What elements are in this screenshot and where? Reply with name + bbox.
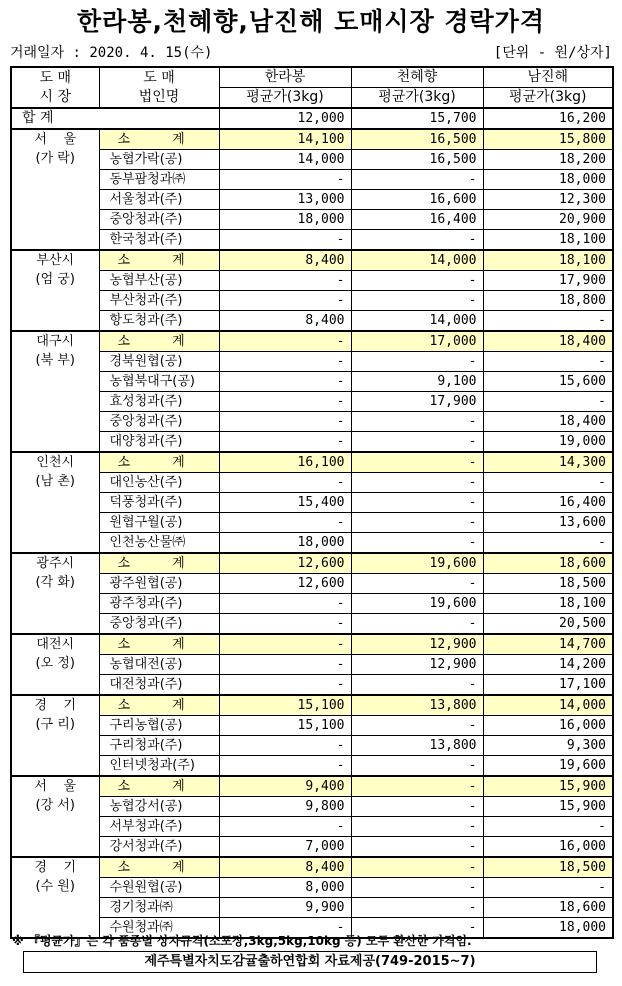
price-value: 18,400	[483, 331, 613, 352]
firm-name: 강서청과(주)	[99, 837, 219, 858]
price-value: 14,100	[219, 129, 351, 150]
price-value: 18,000	[219, 210, 351, 230]
price-value: -	[219, 230, 351, 251]
subtotal-row	[11, 695, 613, 716]
price-value: 14,000	[483, 695, 613, 716]
price-value: 16,100	[219, 452, 351, 473]
firm-name: 농협강서(공)	[99, 797, 219, 817]
date-bar	[10, 42, 612, 62]
price-value: -	[351, 412, 483, 432]
price-value: -	[351, 918, 483, 939]
subtotal-row	[11, 776, 613, 797]
price-value: 13,600	[483, 513, 613, 533]
price-value: 20,900	[483, 210, 613, 230]
price-value: 12,900	[351, 634, 483, 655]
price-value: -	[351, 898, 483, 918]
price-value: -	[351, 271, 483, 291]
firm-name: 동부팜청과㈜	[99, 170, 219, 190]
table-row	[11, 230, 613, 251]
subtotal-label: 소 계	[99, 695, 219, 716]
price-value: 13,800	[351, 695, 483, 716]
firm-name: 농협북대구(공)	[99, 372, 219, 392]
price-value: -	[219, 655, 351, 675]
price-value: -	[351, 756, 483, 777]
price-value: 15,900	[483, 776, 613, 797]
total-value: 15,700	[351, 108, 483, 129]
market-cell	[11, 452, 99, 553]
market-cell	[11, 553, 99, 634]
subtotal-label: 소 계	[99, 250, 219, 271]
table-row	[11, 878, 613, 898]
price-value: -	[351, 614, 483, 635]
price-value: 9,900	[219, 898, 351, 918]
market-name: 경 기	[34, 860, 77, 875]
market-area: (북 부)	[35, 353, 75, 368]
price-label-header: 평균가(3kg)	[483, 88, 613, 109]
price-value: -	[351, 170, 483, 190]
price-value: -	[351, 878, 483, 898]
firm-name: 중앙청과(주)	[99, 614, 219, 635]
firm-name: 대양청과(주)	[99, 432, 219, 453]
price-value: 8,400	[219, 857, 351, 878]
price-value: 15,100	[219, 716, 351, 736]
price-value: 14,700	[483, 634, 613, 655]
market-name: 광주시	[36, 556, 75, 571]
price-value: 17,000	[351, 331, 483, 352]
firm-name: 덕풍청과(주)	[99, 493, 219, 513]
price-value: -	[351, 493, 483, 513]
market-area: (엄 궁)	[35, 272, 75, 287]
firm-name: 부산청과(주)	[99, 291, 219, 311]
page-title: 한라봉,천혜향,남진해 도매시장 경락가격	[77, 7, 545, 36]
market-cell	[11, 857, 99, 938]
market-cell	[11, 129, 99, 250]
price-value: -	[351, 857, 483, 878]
price-value: 7,000	[219, 837, 351, 858]
market-cell	[11, 695, 99, 776]
firm-name: 농협대전(공)	[99, 655, 219, 675]
price-value: 18,800	[483, 291, 613, 311]
price-value: 19,600	[351, 553, 483, 574]
subtotal-label: 소 계	[99, 129, 219, 150]
price-value: -	[483, 392, 613, 412]
total-value: 16,200	[483, 108, 613, 129]
firm-name: 대인농산(주)	[99, 473, 219, 493]
price-value: -	[219, 170, 351, 190]
price-value: -	[219, 432, 351, 453]
firm-name: 효성청과(주)	[99, 392, 219, 412]
price-value: -	[219, 331, 351, 352]
price-value: 16,500	[351, 129, 483, 150]
price-value: -	[351, 432, 483, 453]
price-value: -	[351, 817, 483, 837]
price-value: 13,800	[351, 736, 483, 756]
price-value: -	[483, 311, 613, 332]
market-cell	[11, 331, 99, 452]
table-row	[11, 271, 613, 291]
market-cell	[11, 776, 99, 857]
price-value: 16,500	[351, 150, 483, 170]
table-row	[11, 594, 613, 614]
firm-name: 경북원협(공)	[99, 352, 219, 372]
market-area: (오 정)	[35, 656, 75, 671]
header-row-products	[11, 67, 613, 88]
price-value: 18,100	[483, 250, 613, 271]
subtotal-label: 소 계	[99, 857, 219, 878]
price-value: 8,400	[219, 311, 351, 332]
table-row	[11, 493, 613, 513]
subtotal-row	[11, 553, 613, 574]
price-value: 12,900	[351, 655, 483, 675]
price-value: -	[219, 473, 351, 493]
market-cell	[11, 250, 99, 331]
trade-date: 거래일자 : 2020. 4. 15(수)	[10, 45, 213, 61]
table-row	[11, 756, 613, 777]
total-value: 12,000	[219, 108, 351, 129]
price-value: -	[351, 533, 483, 554]
table-row	[11, 655, 613, 675]
table-row	[11, 190, 613, 210]
price-value: -	[483, 878, 613, 898]
unit-note: [단위 - 원/상자]	[493, 45, 612, 61]
subtotal-label: 소 계	[99, 553, 219, 574]
price-value: -	[351, 473, 483, 493]
price-value: 18,200	[483, 150, 613, 170]
price-value: 9,300	[483, 736, 613, 756]
firm-name: 경기청과㈜	[99, 898, 219, 918]
table-row	[11, 837, 613, 858]
table-row	[11, 372, 613, 392]
footnote: ※ 『평균가』는 각 품종별 상자규격(소포장,3kg,5kg,10kg 등) 모두 환산한 가격임.	[12, 934, 472, 948]
firm-name: 농협부산(공)	[99, 271, 219, 291]
firm-name: 농협가락(공)	[99, 150, 219, 170]
market-area: (가 락)	[35, 151, 75, 166]
firm-name: 구리농협(공)	[99, 716, 219, 736]
firm-name: 서부청과(주)	[99, 817, 219, 837]
product-header: 천혜향	[351, 67, 483, 88]
price-value: -	[219, 614, 351, 635]
table-row	[11, 675, 613, 696]
firm-name: 중앙청과(주)	[99, 412, 219, 432]
product-header: 남진해	[483, 67, 613, 88]
price-value: 15,900	[483, 797, 613, 817]
price-value: 17,100	[483, 675, 613, 696]
market-cell	[11, 634, 99, 695]
price-value: -	[219, 675, 351, 696]
total-row	[11, 108, 613, 129]
price-value: 14,000	[351, 311, 483, 332]
price-value: 15,600	[483, 372, 613, 392]
firm-header: 도 매 법인명	[99, 67, 219, 108]
price-value: -	[219, 392, 351, 412]
price-value: 19,600	[351, 594, 483, 614]
price-value: -	[483, 473, 613, 493]
table-row	[11, 210, 613, 230]
price-value: -	[351, 452, 483, 473]
price-value: 18,000	[483, 918, 613, 939]
subtotal-row	[11, 331, 613, 352]
subtotal-label: 소 계	[99, 634, 219, 655]
price-value: -	[219, 736, 351, 756]
price-value: 19,000	[483, 432, 613, 453]
subtotal-row	[11, 452, 613, 473]
price-value: 9,100	[351, 372, 483, 392]
price-value: 18,100	[483, 230, 613, 251]
firm-name: 대전청과(주)	[99, 675, 219, 696]
subtotal-row	[11, 250, 613, 271]
market-area: (구 리)	[35, 717, 75, 732]
price-value: -	[351, 291, 483, 311]
price-value: 14,000	[351, 250, 483, 271]
price-value: 12,300	[483, 190, 613, 210]
firm-name: 서울청과(주)	[99, 190, 219, 210]
market-name: 경 기	[34, 698, 77, 713]
subtotal-row	[11, 634, 613, 655]
subtotal-label: 소 계	[99, 331, 219, 352]
market-name: 인천시	[36, 455, 75, 470]
table-row	[11, 736, 613, 756]
market-area: (각 화)	[35, 575, 75, 590]
price-value: 18,600	[483, 553, 613, 574]
table-row	[11, 898, 613, 918]
price-value: -	[219, 412, 351, 432]
market-name: 서 울	[34, 132, 77, 147]
table-row	[11, 291, 613, 311]
table-row	[11, 432, 613, 453]
price-value: 14,000	[219, 150, 351, 170]
price-value: 16,400	[483, 493, 613, 513]
firm-name: 원협구월(공)	[99, 513, 219, 533]
firm-name: 수원청과㈜	[99, 918, 219, 939]
price-value: 16,600	[351, 190, 483, 210]
price-value: 18,500	[483, 574, 613, 594]
price-value: -	[219, 291, 351, 311]
price-label-header: 평균가(3kg)	[351, 88, 483, 109]
firm-name: 구리청과(주)	[99, 736, 219, 756]
firm-name: 광주청과(주)	[99, 594, 219, 614]
price-value: -	[219, 594, 351, 614]
price-value: -	[219, 918, 351, 939]
price-value: 16,000	[483, 837, 613, 858]
subtotal-label: 소 계	[99, 452, 219, 473]
subtotal-row	[11, 129, 613, 150]
price-value: 15,100	[219, 695, 351, 716]
price-value: 18,600	[483, 898, 613, 918]
table-row	[11, 170, 613, 190]
price-value: 8,400	[219, 250, 351, 271]
price-value: 16,000	[483, 716, 613, 736]
market-name: 대전시	[36, 637, 75, 652]
table-row	[11, 533, 613, 554]
firm-name: 한국청과(주)	[99, 230, 219, 251]
market-name: 부산시	[36, 253, 75, 268]
price-value: -	[219, 513, 351, 533]
price-value: 8,000	[219, 878, 351, 898]
price-value: -	[351, 513, 483, 533]
table-row	[11, 574, 613, 594]
price-value: -	[351, 797, 483, 817]
price-value: 18,400	[483, 412, 613, 432]
price-value: -	[483, 817, 613, 837]
price-value: 14,200	[483, 655, 613, 675]
market-header: 도 매 시 장	[11, 67, 99, 108]
table-row	[11, 311, 613, 332]
firm-name: 인터넷청과(주)	[99, 756, 219, 777]
source-credit: 제주특별자치도감귤출하연합회 자료제공(749-2015~7)	[23, 951, 597, 973]
price-value: 14,300	[483, 452, 613, 473]
price-value: -	[351, 837, 483, 858]
price-value: -	[351, 716, 483, 736]
price-value: 20,500	[483, 614, 613, 635]
price-value: 18,000	[219, 533, 351, 554]
firm-name: 중앙청과(주)	[99, 210, 219, 230]
market-area: (강 서)	[35, 798, 75, 813]
table-row	[11, 797, 613, 817]
price-table	[10, 66, 614, 939]
price-value: 9,400	[219, 776, 351, 797]
price-value: 18,500	[483, 857, 613, 878]
price-value: -	[219, 271, 351, 291]
price-value: -	[219, 817, 351, 837]
price-value: -	[351, 574, 483, 594]
product-header: 한라봉	[219, 67, 351, 88]
table-row	[11, 412, 613, 432]
price-value: -	[351, 675, 483, 696]
market-name: 대구시	[36, 334, 75, 349]
price-value: 13,000	[219, 190, 351, 210]
table-row	[11, 392, 613, 412]
subtotal-row	[11, 857, 613, 878]
price-value: 12,600	[219, 553, 351, 574]
subtotal-label: 소 계	[99, 776, 219, 797]
price-value: -	[351, 776, 483, 797]
price-value: 9,800	[219, 797, 351, 817]
price-value: 17,900	[483, 271, 613, 291]
price-value: 16,400	[351, 210, 483, 230]
price-value: 18,000	[483, 170, 613, 190]
price-value: -	[219, 756, 351, 777]
market-area: (남 촌)	[35, 474, 75, 489]
market-area: (수 원)	[35, 879, 75, 894]
price-value: 15,400	[219, 493, 351, 513]
firm-name: 인천농산물㈜	[99, 533, 219, 554]
price-value: 17,900	[351, 392, 483, 412]
price-value: -	[219, 634, 351, 655]
total-label: 합 계	[11, 108, 219, 129]
price-value: -	[483, 533, 613, 554]
firm-name: 광주원협(공)	[99, 574, 219, 594]
table-row	[11, 473, 613, 493]
table-row	[11, 817, 613, 837]
price-value: -	[219, 372, 351, 392]
price-value: 18,100	[483, 594, 613, 614]
price-value: 15,800	[483, 129, 613, 150]
price-label-header: 평균가(3kg)	[219, 88, 351, 109]
price-value: -	[351, 352, 483, 372]
table-row	[11, 614, 613, 635]
market-name: 서 울	[34, 779, 77, 794]
firm-name: 항도청과(주)	[99, 311, 219, 332]
table-row	[11, 513, 613, 533]
firm-name: 수원원협(공)	[99, 878, 219, 898]
price-value: -	[483, 352, 613, 372]
price-value: -	[351, 230, 483, 251]
price-value: 12,600	[219, 574, 351, 594]
table-row	[11, 716, 613, 736]
table-row	[11, 150, 613, 170]
price-value: 19,600	[483, 756, 613, 777]
table-row	[11, 352, 613, 372]
price-value: -	[219, 352, 351, 372]
